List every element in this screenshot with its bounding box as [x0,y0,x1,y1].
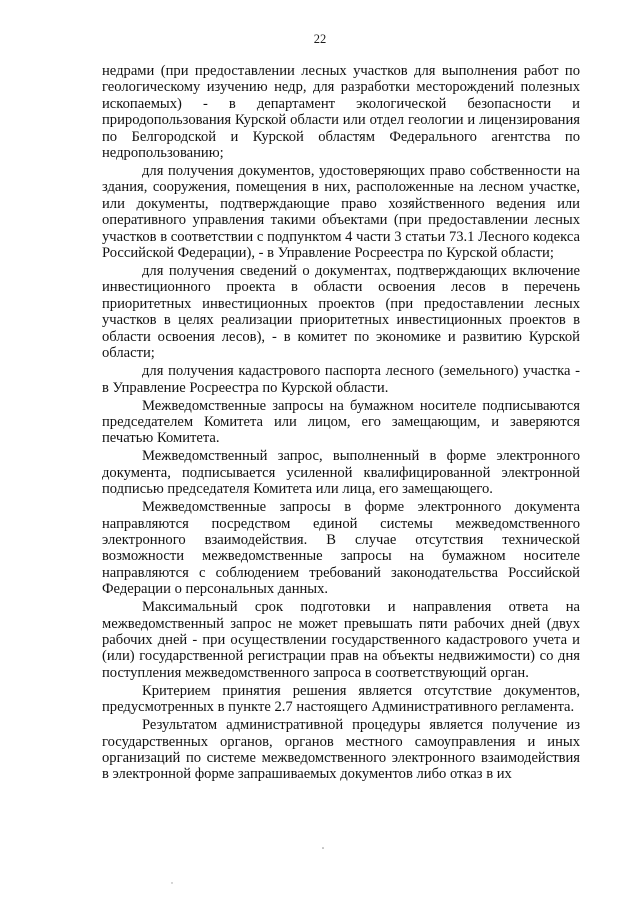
paragraph-investment-project: для получения сведений о документах, подтверждающих включение инвестиционного проекта в области освоения лесов в перечень приоритетных инвестиционных проектов (при предоставлении лесных участков в целях реализации приоритетных инвестиционных проектов в области освоения лесов), - в комитет по экономике и развитию Курской области; [102,263,580,362]
paragraph-ownership-documents: для получения документов, удостоверяющих право собственности на здания, сооружения, помещения в них, расположенные на лесном участке, или документы, подтверждающие право хозяйственного ведения или оперативного управления такими объектами (при предоставлении лесных участков в соответствии с подпунктом 4 части 3 статьи 73.1 Лесного кодекса Российской Федерации), - в Управление Росреестра по Курской области; [102,163,580,262]
scan-speck [171,882,172,883]
page-number: 22 [313,32,327,46]
paragraph-decision-criterion: Критерием принятия решения является отсутствие документов, предусмотренных в пункте 2.7 настоящего Административного регламента. [102,682,580,716]
paragraph-interagency-system: Межведомственные запросы в форме электронного документа направляются посредством единой системы межведомственного электронного взаимодействия. В случае отсутствия технической возможности межведомственные запросы на бумажном носителе направляются с соблюдением требований законодательства Российской Федерации о персональных данных. [102,499,580,598]
paragraph-cadastral-passport: для получения кадастрового паспорта лесного (земельного) участка - в Управление Росреестра по Курской области. [102,363,580,396]
paragraph-response-deadline: Максимальный срок подготовки и направления ответа на межведомственный запрос не может превышать пяти рабочих дней (двух рабочих дней - при осуществлении государственного кадастрового учета и (или) государственной регистрации прав на объекты недвижимости) со дня поступления межведомственного запроса в соответствующий орган. [102,599,580,681]
scan-speck [322,847,324,849]
paragraph-procedure-result: Результатом административной процедуры является получение из государственных органов, органов местного самоуправления и иных организаций по системе межведомственного электронного взаимодействия в электронной форме запрашиваемых документов либо отказ в их [102,717,580,783]
paragraph-subsoil-agency: недрами (при предоставлении лесных участков для выполнения работ по геологическому изучению недр, для разработки месторождений полезных ископаемых) - в департамент экологической безопасности и природопользования Курской области или отдел геологии и лицензирования по Белгородской и Курской областям Федерального агентства по недропользованию; [102,63,580,162]
paragraph-paper-requests: Межведомственные запросы на бумажном носителе подписываются председателем Комитета или лицом, его замещающим, и заверяются печатью Комитета. [102,397,580,447]
paragraph-electronic-request: Межведомственный запрос, выполненный в форме электронного документа, подписывается усиленной квалифицированной электронной подписью председателя Комитета или лица, его замещающего. [102,448,580,498]
